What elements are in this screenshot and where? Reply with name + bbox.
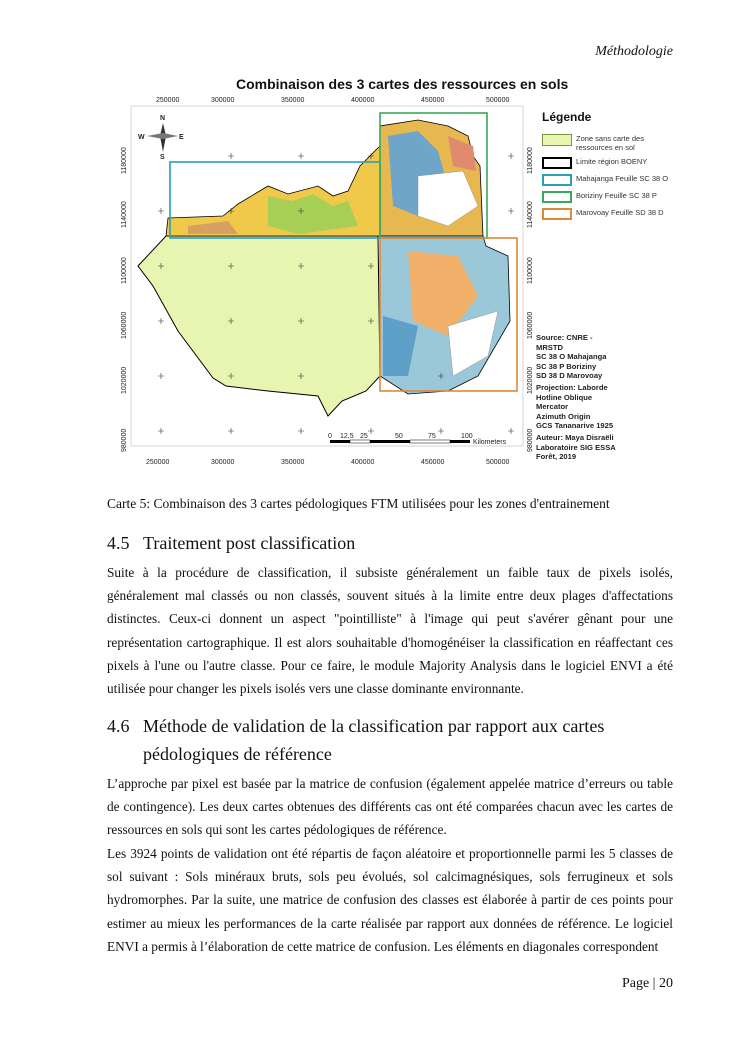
legend-label: Limite région BOENY — [576, 157, 648, 166]
scale-label: 0 — [328, 433, 332, 440]
y-ticks-right — [527, 147, 534, 452]
y-tick: 1140000 — [527, 201, 534, 228]
scale-label: 50 — [395, 433, 403, 440]
legend-swatch — [542, 208, 572, 220]
legend-label: Marovoay Feuille SD 38 D — [576, 208, 664, 217]
x-tick: 350000 — [281, 459, 305, 466]
x-tick: 250000 — [146, 459, 170, 466]
y-ticks-left — [121, 147, 128, 452]
map-author: Auteur: Maya Disraëli Laboratoire SIG ESSA Forêt, 2019 — [536, 433, 616, 461]
scale-label: 12,5 — [340, 433, 354, 440]
y-tick: 980000 — [121, 428, 128, 452]
y-tick: 1060000 — [121, 311, 128, 339]
compass-w: W — [138, 134, 145, 141]
x-tick: 400000 — [351, 97, 375, 104]
legend-swatch — [542, 134, 572, 146]
section-title: Traitement post classification — [143, 533, 356, 553]
x-tick: 400000 — [351, 459, 375, 466]
legend-swatch — [542, 157, 572, 169]
x-tick: 500000 — [486, 97, 510, 104]
y-tick: 1140000 — [121, 201, 128, 228]
legend-item — [542, 208, 682, 220]
x-ticks-bottom — [146, 459, 509, 466]
legend-label: Zone sans carte des ressources en sol — [576, 134, 644, 152]
legend-item — [542, 174, 682, 186]
map-title: Combinaison des 3 cartes des ressources en sols — [236, 76, 569, 92]
legend-item — [542, 134, 682, 152]
legend-title: Légende — [542, 110, 592, 124]
section-title-continued: pédologiques de référence — [143, 744, 332, 764]
y-tick: 1180000 — [121, 147, 128, 174]
map-projection: Projection: Laborde Hotline Oblique Mercator Azimuth Origin GCS Tananarive 1925 — [536, 383, 614, 430]
legend-label: Mahajanga Feuille SC 38 O — [576, 174, 669, 183]
scale-label: 100 — [461, 433, 473, 440]
scale-label: 25 — [360, 433, 368, 440]
y-tick: 1100000 — [527, 257, 534, 284]
x-tick: 300000 — [211, 459, 235, 466]
soil-map-figure — [118, 76, 669, 466]
compass-e: E — [179, 134, 184, 141]
x-tick: 250000 — [156, 97, 180, 104]
scale-unit: Kilometers — [473, 439, 507, 446]
y-tick: 1180000 — [527, 147, 534, 174]
x-tick: 450000 — [421, 459, 445, 466]
section-number: 4.5 — [107, 533, 130, 553]
y-tick: 1060000 — [527, 311, 534, 339]
legend-swatch — [542, 174, 572, 186]
section-title: Méthode de validation de la classification par rapport aux cartes — [143, 716, 605, 736]
y-tick: 1020000 — [527, 366, 534, 394]
scale-label: 75 — [428, 433, 436, 440]
legend-label: Boriziny Feuille SC 38 P — [576, 191, 657, 200]
map-legend — [542, 110, 682, 225]
section-heading-4-5 — [107, 533, 355, 554]
compass-s: S — [160, 154, 165, 161]
paragraph: L’approche par pixel est basée par la matrice de confusion (également appelée matrice d’erreurs ou table de contingence). Les deux cartes obtenues des différents cas ont été comparées chacun avec les cartes de ressources en sols qui sont les cartes pédologiques de référence. — [107, 776, 673, 838]
section-number: 4.6 — [107, 716, 130, 736]
y-tick: 980000 — [527, 428, 534, 452]
x-ticks-top — [156, 97, 509, 104]
x-tick: 500000 — [486, 459, 510, 466]
x-tick: 350000 — [281, 97, 305, 104]
running-header: Méthodologie — [595, 44, 673, 59]
compass-n: N — [160, 115, 166, 122]
legend-item — [542, 157, 682, 169]
legend-item — [542, 191, 682, 203]
y-tick: 1020000 — [121, 366, 128, 394]
legend-swatch — [542, 191, 572, 203]
y-tick: 1100000 — [121, 257, 128, 284]
figure-caption: Carte 5: Combinaison des 3 cartes pédologiques FTM utilisées pour les zones d'entrainement — [107, 496, 610, 511]
x-tick: 300000 — [211, 97, 235, 104]
section-heading-4-6 — [107, 716, 604, 737]
paragraph: Les 3924 points de validation ont été répartis de façon aléatoire et proportionnelle parmi les 5 classes de sol suivant : Sols minéraux bruts, sols peu évolués, sol calcimagnésiques, sols ferrugineux et sols hydromorphes. Par la suite, une matrice de confusion des classes est élaborée à partir de ces points pour estimer au mieux les performances de la carte réalisée par rapport aux données de référence. Le logiciel ENVI a permis à l’élaboration de cette matrice de confusion. Les éléments en diagonales correspondent — [107, 846, 673, 954]
map-source: Source: CNRE - MRSTD SC 38 O Mahajanga SC 38 P Boriziny SD 38 D Marovoay — [536, 333, 607, 380]
page-number: Page | 20 — [621, 976, 673, 991]
paragraph: Suite à la procédure de classification, il subsiste généralement un faible taux de pixels isolés, généralement mal classés ou non classés, souvent situés à la limite entre deux plages d'affectations distinctes. Ceux-ci donnent un aspect "pointilliste" à l'image qui peut s'avérer gênant pour une représentation cartographique. Il est alors souhaitable d'homogénéiser la classification en réaffectant ces pixels à l'une ou l'autre classe. Pour ce faire, le module Majority Analysis dans le logiciel ENVI a été utilisée pour changer les pixels isolés vers une classe dominante environnante. — [107, 565, 673, 697]
x-tick: 450000 — [421, 97, 445, 104]
